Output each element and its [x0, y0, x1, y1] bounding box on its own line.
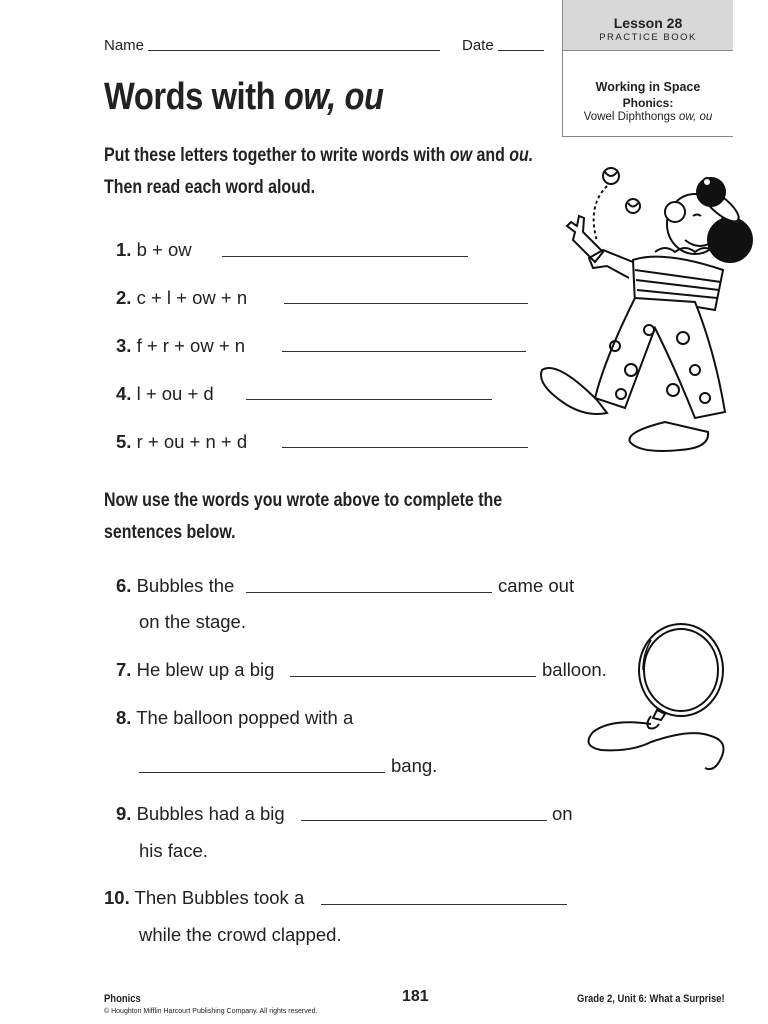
- answer-line-2[interactable]: [284, 303, 528, 304]
- instruction-part2-line1: Now use the words you wrote above to complete the: [104, 490, 503, 511]
- answer-line-10[interactable]: [321, 904, 567, 905]
- name-field[interactable]: [148, 50, 440, 51]
- sentence-9: 9. Bubbles had a big: [116, 803, 285, 824]
- sentence-8: 8. The balloon popped with a: [116, 707, 354, 728]
- sentence-9-cont: his face.: [139, 840, 208, 861]
- sentence-6: 6. Bubbles the: [116, 575, 235, 596]
- footer-subject: Phonics: [104, 993, 141, 1005]
- lesson-number: Lesson 28: [613, 15, 683, 31]
- date-label: Date: [462, 37, 494, 54]
- footer-unit: Grade 2, Unit 6: What a Surprise!: [577, 993, 725, 1005]
- lesson-box: [562, 0, 733, 51]
- date-field[interactable]: [498, 50, 544, 51]
- page-number: 181: [402, 988, 429, 1005]
- answer-line-8[interactable]: [139, 772, 385, 773]
- instruction-part1-line1: Put these letters together to write words with ow and ou.: [104, 145, 534, 166]
- sentence-7-end: balloon.: [542, 659, 607, 680]
- sentence-6-cont: on the stage.: [139, 611, 246, 632]
- answer-line-9[interactable]: [301, 820, 547, 821]
- instruction-part2-line2: sentences below.: [104, 522, 236, 543]
- sentence-10: 10. Then Bubbles took a: [104, 887, 305, 908]
- name-label: Name: [104, 37, 145, 54]
- sentence-7: 7. He blew up a big: [116, 659, 275, 680]
- answer-line-4[interactable]: [246, 399, 492, 400]
- story-info-box: [562, 50, 733, 137]
- item-4: 4. l + ou + d: [116, 383, 214, 404]
- sentence-6-end: came out: [498, 575, 575, 596]
- item-1: 1. b + ow: [116, 239, 192, 260]
- item-2: 2. c + l + ow + n: [116, 287, 248, 308]
- skill-label: Phonics:: [622, 96, 674, 110]
- balloon-illustration: [585, 620, 730, 785]
- item-5: 5. r + ou + n + d: [116, 431, 248, 452]
- answer-line-1[interactable]: [222, 256, 468, 257]
- answer-line-3[interactable]: [282, 351, 526, 352]
- answer-line-7[interactable]: [290, 676, 536, 677]
- page-title: Words with ow, ou: [104, 76, 384, 118]
- skill-detail: Vowel Diphthongs ow, ou: [583, 111, 713, 123]
- item-3: 3. f + r + ow + n: [116, 335, 246, 356]
- answer-line-6[interactable]: [246, 592, 492, 593]
- sentence-9-end: on: [552, 803, 573, 824]
- practice-book-label: PRACTICE BOOK: [599, 32, 697, 43]
- story-title: Working in Space: [595, 80, 701, 94]
- instruction-part1-line2: Then read each word aloud.: [104, 177, 316, 198]
- footer-copyright: © Houghton Mifflin Harcourt Publishing Company. All rights reserved.: [104, 1008, 318, 1015]
- sentence-10-cont: while the crowd clapped.: [139, 924, 342, 945]
- answer-line-5[interactable]: [282, 447, 528, 448]
- sentence-8-end: bang.: [391, 755, 438, 776]
- juggling-clown-illustration: [535, 160, 760, 460]
